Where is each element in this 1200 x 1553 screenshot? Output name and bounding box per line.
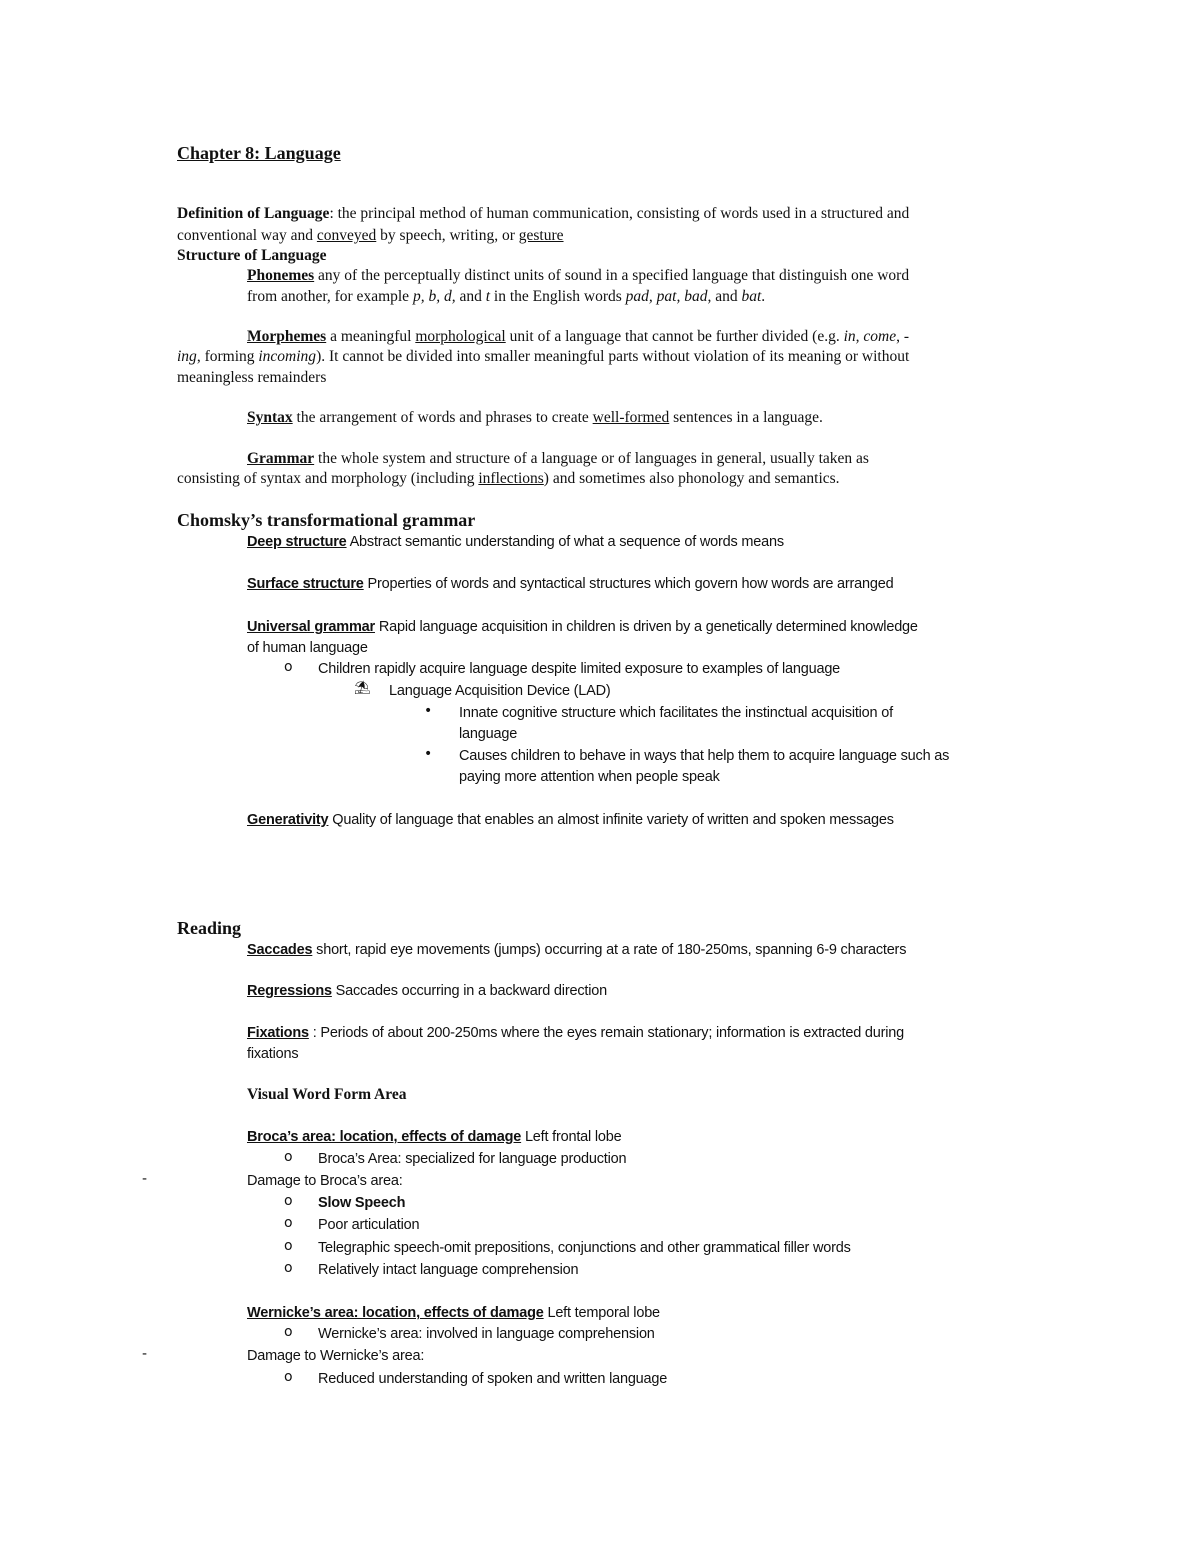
circle-bullet-icon: o	[284, 1260, 293, 1276]
wernicke-line: Wernicke’s area: location, effects of damage Left temporal lobe	[247, 1305, 660, 1321]
chomsky-heading: Chomsky’s transformational grammar	[177, 510, 476, 530]
reading-heading: Reading	[177, 918, 242, 938]
syntax-line: Syntax the arrangement of words and phrases to create well-formed sentences in a language.	[247, 409, 823, 426]
grammar-line-1: Grammar the whole system and structure of a language or of languages in general, usually taken as	[247, 450, 869, 467]
surface-structure-term: Surface structure	[247, 576, 364, 592]
morphemes-line-3: meaningless remainders	[177, 369, 327, 386]
broca-damage-label: Damage to Broca’s area:	[247, 1173, 403, 1189]
page-title: Chapter 8: Language	[177, 143, 341, 163]
deep-structure-term: Deep structure	[247, 534, 347, 550]
syntax-term: Syntax	[247, 409, 293, 426]
phonemes-line-2: from another, for example p, b, d, and t in the English words pad, pat, bad, and bat.	[247, 288, 766, 305]
wernicke-term: Wernicke’s area: location, effects of damage	[247, 1305, 544, 1321]
phonemes-term: Phonemes	[247, 267, 315, 284]
wernicke-damage-item: Reduced understanding of spoken and written language	[318, 1371, 668, 1387]
lad-detail-1-line-1: Innate cognitive structure which facilitates the instinctual acquisition of	[459, 705, 893, 721]
dot-bullet-icon: •	[424, 703, 433, 719]
wernicke-sub-item: Wernicke’s area: involved in language comprehension	[318, 1326, 655, 1342]
phonemes-line-1: Phonemes any of the perceptually distinct units of sound in a specified language that distinguish one word	[247, 267, 910, 284]
universal-grammar-line-1: Universal grammar Rapid language acquisition in children is driven by a genetically determined knowledge	[247, 619, 918, 635]
morphemes-term: Morphemes	[247, 328, 327, 345]
circle-bullet-icon: o	[284, 659, 293, 675]
lad-detail-1-line-2: language	[459, 726, 518, 742]
circle-bullet-icon: o	[284, 1215, 293, 1231]
circle-bullet-icon: o	[284, 1193, 293, 1209]
saccades-term: Saccades	[247, 942, 313, 958]
vwfa-heading: Visual Word Form Area	[247, 1086, 407, 1103]
morphemes-line-2: ing, forming incoming). It cannot be divided into smaller meaningful parts without violation of its meaning or without	[177, 348, 910, 365]
universal-grammar-term: Universal grammar	[247, 619, 375, 635]
lad-marker-icon: ⛱	[354, 681, 371, 696]
dash-bullet-icon: -	[142, 1171, 148, 1187]
broca-sub-item: Broca’s Area: specialized for language production	[318, 1151, 627, 1167]
morphemes-line-1: Morphemes a meaningful morphological unit of a language that cannot be further divided (e.g. in, come, -	[247, 328, 910, 345]
definition-line-1: Definition of Language: the principal method of human communication, consisting of words used in a structured and	[177, 205, 910, 222]
structure-heading: Structure of Language	[177, 247, 327, 264]
circle-bullet-icon: o	[284, 1149, 293, 1165]
circle-bullet-icon: o	[284, 1369, 293, 1385]
dash-bullet-icon: -	[142, 1346, 148, 1362]
definition-line-2: conventional way and conveyed by speech, writing, or gesture	[177, 227, 564, 244]
lad-detail-2-line-1: Causes children to behave in ways that help them to acquire language such as	[459, 748, 950, 764]
fixations-term: Fixations	[247, 1025, 309, 1041]
lad-detail-2-line-2: paying more attention when people speak	[459, 769, 720, 785]
broca-damage-item: Poor articulation	[318, 1217, 420, 1233]
grammar-term: Grammar	[247, 450, 315, 467]
regressions-line: Regressions Saccades occurring in a backward direction	[247, 983, 607, 999]
saccades-line: Saccades short, rapid eye movements (jumps) occurring at a rate of 180-250ms, spanning 6-9 characters	[247, 942, 907, 958]
generativity-line: Generativity Quality of language that enables an almost infinite variety of written and spoken messages	[247, 812, 894, 828]
broca-term: Broca’s area: location, effects of damage	[247, 1129, 522, 1145]
universal-sub-item: Children rapidly acquire language despite limited exposure to examples of language	[318, 661, 841, 677]
universal-grammar-line-2: of human language	[247, 640, 368, 656]
broca-damage-item: Slow Speech	[318, 1195, 406, 1211]
circle-bullet-icon: o	[284, 1238, 293, 1254]
generativity-term: Generativity	[247, 812, 329, 828]
circle-bullet-icon: o	[284, 1324, 293, 1340]
lad-item: Language Acquisition Device (LAD)	[389, 683, 611, 699]
broca-damage-item: Relatively intact language comprehension	[318, 1262, 579, 1278]
wernicke-damage-label: Damage to Wernicke’s area:	[247, 1348, 425, 1364]
fixations-line-1: Fixations : Periods of about 200-250ms where the eyes remain stationary; information is extracted during	[247, 1025, 905, 1041]
regressions-term: Regressions	[247, 983, 332, 999]
grammar-line-2: consisting of syntax and morphology (including inflections) and sometimes also phonology and semantics.	[177, 470, 840, 487]
dot-bullet-icon: •	[424, 746, 433, 762]
definition-term: Definition of Language	[177, 205, 330, 222]
surface-structure-line: Surface structure Properties of words and syntactical structures which govern how words are arranged	[247, 576, 894, 592]
broca-line: Broca’s area: location, effects of damage Left frontal lobe	[247, 1129, 622, 1145]
deep-structure-line: Deep structure Abstract semantic understanding of what a sequence of words means	[247, 534, 784, 550]
fixations-line-2: fixations	[247, 1046, 299, 1062]
broca-damage-item: Telegraphic speech-omit prepositions, conjunctions and other grammatical filler words	[318, 1240, 851, 1256]
